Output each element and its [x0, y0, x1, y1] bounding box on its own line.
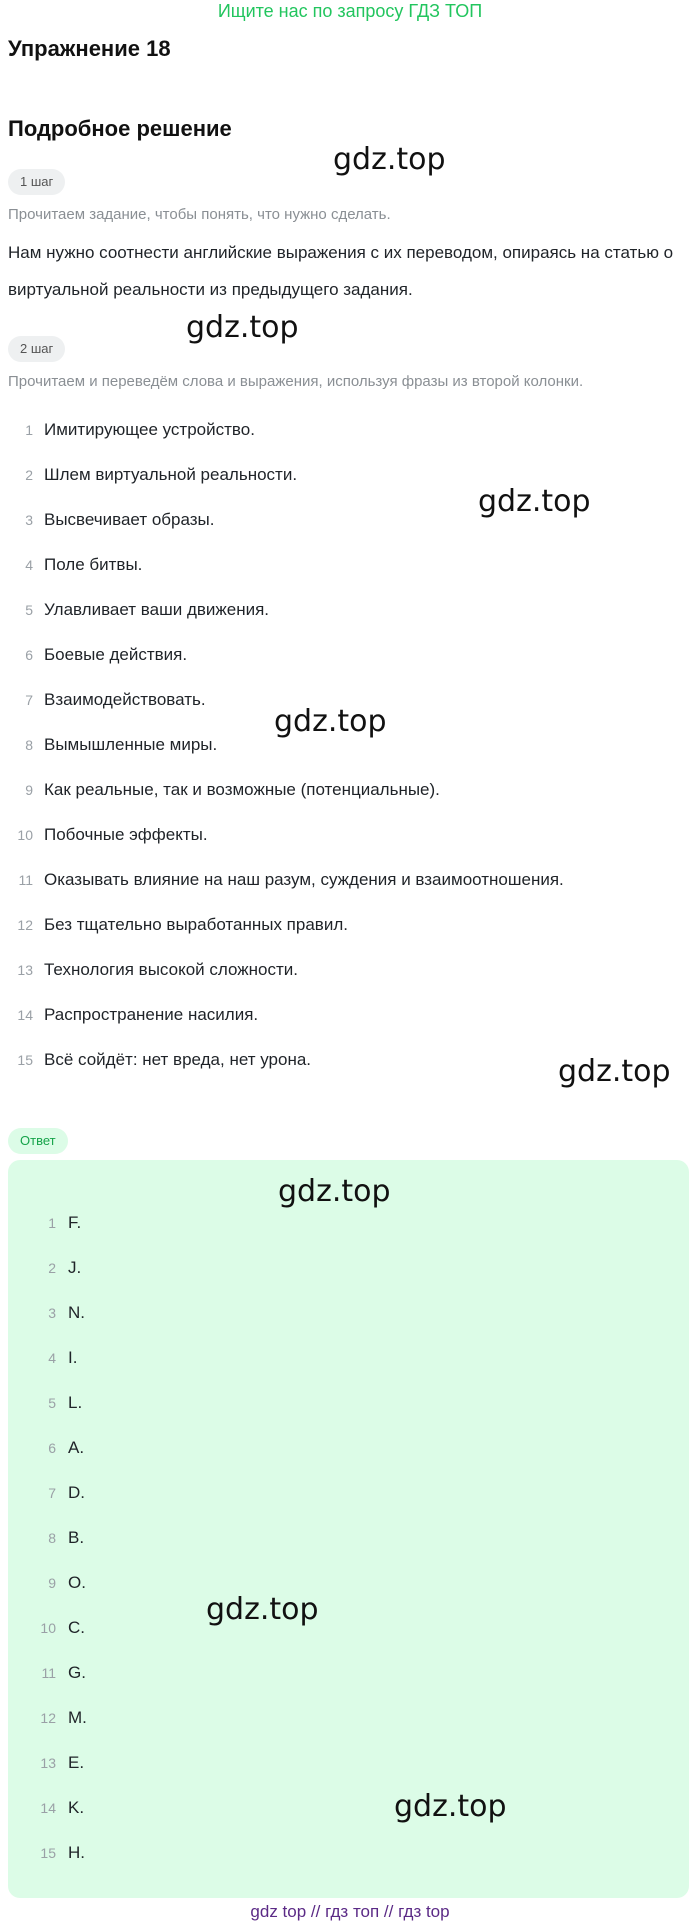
answer-list-item [8, 1797, 689, 1842]
step-1-hint: Прочитаем задание, чтобы понять, что нужно сделать. [8, 206, 391, 223]
item-text: Всё сойдёт: нет вреда, нет урона. [44, 1050, 312, 1069]
item-number: 6 [25, 647, 33, 663]
item-text: Вымышленные миры. [44, 735, 218, 754]
item-text: J. [68, 1258, 82, 1277]
answer-badge: Ответ [8, 1128, 68, 1154]
item-text: O. [68, 1573, 86, 1592]
item-number: 1 [25, 422, 33, 438]
item-text: Как реальные, так и возможные (потенциальные). [44, 780, 440, 799]
item-number: 4 [48, 1350, 56, 1366]
translation-list-item [0, 779, 700, 824]
translation-list-item [0, 824, 700, 869]
answer-list-item [8, 1257, 689, 1302]
answer-list-item [8, 1437, 689, 1482]
translation-list-item [0, 509, 700, 554]
answer-box [8, 1160, 689, 1898]
item-text: C. [68, 1618, 85, 1637]
translation-list-item [0, 1004, 700, 1049]
translation-list-item [0, 464, 700, 509]
item-number: 5 [48, 1395, 56, 1411]
item-number: 5 [25, 602, 33, 618]
item-number: 13 [40, 1755, 56, 1771]
item-text: F. [68, 1213, 82, 1232]
item-text: Взаимодействовать. [44, 690, 206, 709]
item-number: 4 [25, 557, 33, 573]
item-number: 2 [25, 467, 33, 483]
footer-links[interactable]: gdz top // гдз топ // гдз top [250, 1902, 450, 1921]
item-text: N. [68, 1303, 85, 1322]
item-number: 14 [17, 1007, 33, 1023]
translation-list-item [0, 914, 700, 959]
answer-list [8, 1212, 689, 1887]
item-text: B. [68, 1528, 85, 1547]
item-number: 1 [48, 1215, 56, 1231]
answer-list-item [8, 1302, 689, 1347]
translation-list-item [0, 959, 700, 1004]
watermark: gdz.top [558, 1054, 671, 1089]
answer-list-item [8, 1842, 689, 1887]
item-text: K. [68, 1798, 85, 1817]
watermark: gdz.top [478, 484, 591, 519]
translation-list-item [0, 869, 700, 914]
item-text: M. [68, 1708, 87, 1727]
item-number: 10 [40, 1620, 56, 1636]
item-number: 9 [48, 1575, 56, 1591]
step-1-text: Нам нужно соотнести английские выражения с их переводом, опираясь на статью о виртуальной реальности из предыдущего задания. [8, 243, 674, 299]
item-text: E. [68, 1753, 85, 1772]
item-text: Технология высокой сложности. [44, 960, 298, 979]
item-text: I. [68, 1348, 78, 1367]
answer-list-item [8, 1212, 689, 1257]
item-text: Распространение насилия. [44, 1005, 259, 1024]
item-number: 3 [48, 1305, 56, 1321]
answer-list-item [8, 1347, 689, 1392]
watermark: gdz.top [186, 310, 299, 345]
step-2-badge: 2 шаг [8, 336, 65, 362]
item-number: 7 [25, 692, 33, 708]
item-text: Побочные эффекты. [44, 825, 208, 844]
answer-list-item [8, 1527, 689, 1572]
answer-list-item [8, 1482, 689, 1527]
item-text: Оказывать влияние на наш разум, суждения и взаимоотношения. [44, 870, 564, 889]
translation-list-item [0, 419, 700, 464]
item-text: Поле битвы. [44, 555, 143, 574]
item-number: 15 [40, 1845, 56, 1861]
item-text: D. [68, 1483, 85, 1502]
item-text: Без тщательно выработанных правил. [44, 915, 348, 934]
step-1-badge: 1 шаг [8, 169, 65, 195]
step-2-hint: Прочитаем и переведём слова и выражения, используя фразы из второй колонки. [8, 373, 584, 390]
watermark: gdz.top [206, 1592, 319, 1627]
translation-list-item [0, 644, 700, 689]
item-number: 6 [48, 1440, 56, 1456]
item-text: Имитирующее устройство. [44, 420, 255, 439]
item-text: L. [68, 1393, 83, 1412]
search-banner: Ищите нас по запросу ГДЗ ТОП [217, 1, 483, 21]
solution-title: Подробное решение [8, 116, 232, 141]
item-number: 9 [25, 782, 33, 798]
watermark: gdz.top [274, 704, 387, 739]
translation-list-item [0, 599, 700, 644]
answer-list-item [8, 1572, 689, 1617]
item-number: 11 [18, 872, 33, 888]
item-text: A. [68, 1438, 85, 1457]
item-text: Высвечивает образы. [44, 510, 215, 529]
item-number: 11 [41, 1665, 56, 1681]
item-text: Шлем виртуальной реальности. [44, 465, 298, 484]
item-text: Улавливает ваши движения. [44, 600, 270, 619]
watermark: gdz.top [278, 1174, 391, 1209]
item-number: 8 [48, 1530, 56, 1546]
translation-list [0, 419, 700, 1094]
item-number: 7 [48, 1485, 56, 1501]
item-number: 2 [48, 1260, 56, 1276]
answer-list-item [8, 1392, 689, 1437]
item-number: 8 [25, 737, 33, 753]
item-number: 3 [25, 512, 33, 528]
answer-list-item [8, 1617, 689, 1662]
item-number: 13 [17, 962, 33, 978]
item-text: G. [68, 1663, 86, 1682]
watermark: gdz.top [394, 1789, 507, 1824]
item-text: H. [68, 1843, 85, 1862]
translation-list-item [0, 554, 700, 599]
item-text: Боевые действия. [44, 645, 188, 664]
watermark: gdz.top [333, 142, 446, 177]
answer-list-item [8, 1707, 689, 1752]
translation-list-item [0, 734, 700, 779]
answer-list-item [8, 1662, 689, 1707]
item-number: 15 [17, 1052, 33, 1068]
answer-list-item [8, 1752, 689, 1797]
item-number: 14 [40, 1800, 56, 1816]
item-number: 10 [17, 827, 33, 843]
item-number: 12 [17, 917, 33, 933]
item-number: 12 [40, 1710, 56, 1726]
exercise-title: Упражнение 18 [8, 36, 171, 61]
